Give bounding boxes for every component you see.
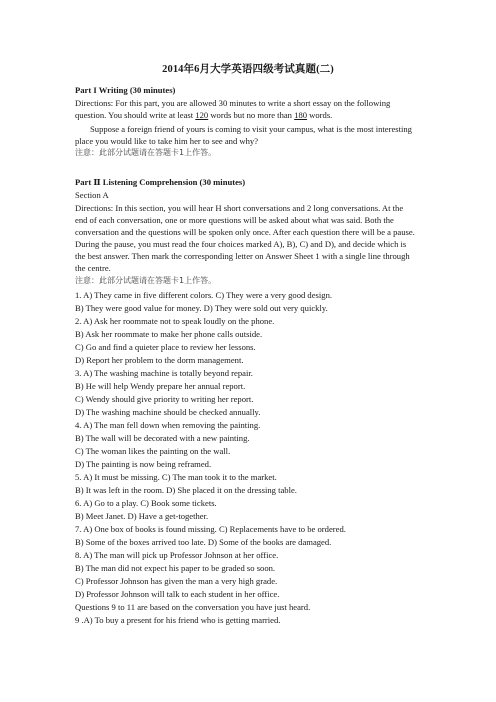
section-a-heading: Section A [75,190,109,200]
part2-directions-line: Directions: In this section, you will hear H short conversations and 2 long conversations. At the [75,203,404,213]
question-line: B) It was left in the room. D) She placed it on the dressing table. [75,485,297,495]
part2-directions-line: end of each conversation, one or more questions will be asked about what was said. Both the [75,215,394,225]
part2-heading: Part Ⅱ Listening Comprehension (30 minutes) [75,177,246,187]
question-line: 8. A) The man will pick up Professor Johnson at her office. [75,550,279,560]
question-line: 6. A) Go to a play. C) Book some tickets. [75,498,217,508]
question-line: 1. A) They came in five different colors. C) They were a very good design. [75,290,333,300]
part1-note: 注意：此部分试题请在答题卡1上作答。 [75,148,217,157]
question-line: B) Some of the boxes arrived too late. D) Some of the books are damaged. [75,537,332,547]
question-line: Questions 9 to 11 are based on the conversation you have just heard. [75,602,311,612]
question-line: 2. A) Ask her roommate not to speak loudly on the phone. [75,316,275,326]
part1-heading: Part I Writing (30 minutes) [75,85,176,95]
min-words-value: 120 [195,110,209,120]
question-line: D) Report her problem to the dorm management. [75,355,244,365]
part1-directions-line-2: question. You should write at least 120 words but no more than 180 words. [75,110,333,120]
question-line: D) The washing machine should be checked annually. [75,407,261,417]
question-line: D) Professor Johnson will talk to each student in her office. [75,589,280,599]
question-line: C) Go and find a quieter place to review her lessons. [75,342,256,352]
question-line: B) The wall will be decorated with a new painting. [75,433,250,443]
question-line: B) The man did not expect his paper to be graded so soon. [75,563,276,573]
page-title: 2014年6月大学英语四级考试真题(二) [162,64,334,75]
question-line: 3. A) The washing machine is totally beyond repair. [75,368,253,378]
part2-directions-line: the centre. [75,263,111,273]
question-line: B) They were good value for money. D) They were sold out very quickly. [75,303,328,313]
question-line: B) Ask her roommate to make her phone calls outside. [75,329,263,339]
max-words-value: 180 [294,110,308,120]
question-line: 4. A) The man fell down when removing the painting. [75,420,261,430]
part2-directions-line: During the pause, you must read the four choices marked A), B), C) and D), and decide which is [75,239,407,249]
question-line: B) Meet Janet. D) Have a get-together. [75,511,209,521]
part2-note: 注意：此部分试题请在答题卡1上作答。 [75,276,217,285]
question-line: B) He will help Wendy prepare her annual report. [75,381,246,391]
part1-prompt-line-2: place you would like to take him her to see and why? [75,136,259,146]
question-line: 9 .A) To buy a present for his friend who is getting married. [75,615,281,625]
question-line: C) Wendy should give priority to writing her report. [75,394,254,404]
part2-directions-line: conversation and the questions will be spoken only once. After each question there will be a pause. [75,227,415,237]
question-line: C) The woman likes the painting on the wall. [75,446,231,456]
question-line: 7. A) One box of books is found missing. C) Replacements have to be ordered. [75,524,346,534]
part2-directions-line: the best answer. Then mark the corresponding letter on Answer Sheet 1 with a single line through [75,251,410,261]
question-line: C) Professor Johnson has given the man a very high grade. [75,576,278,586]
part1-prompt-line-1: Suppose a foreign friend of yours is coming to visit your campus, what is the most interesting [90,124,412,134]
part1-directions-line-1: Directions: For this part, you are allowed 30 minutes to write a short essay on the following [75,98,391,108]
question-line: D) The painting is now being reframed. [75,459,212,469]
question-line: 5. A) It must be missing. C) The man took it to the market. [75,472,277,482]
